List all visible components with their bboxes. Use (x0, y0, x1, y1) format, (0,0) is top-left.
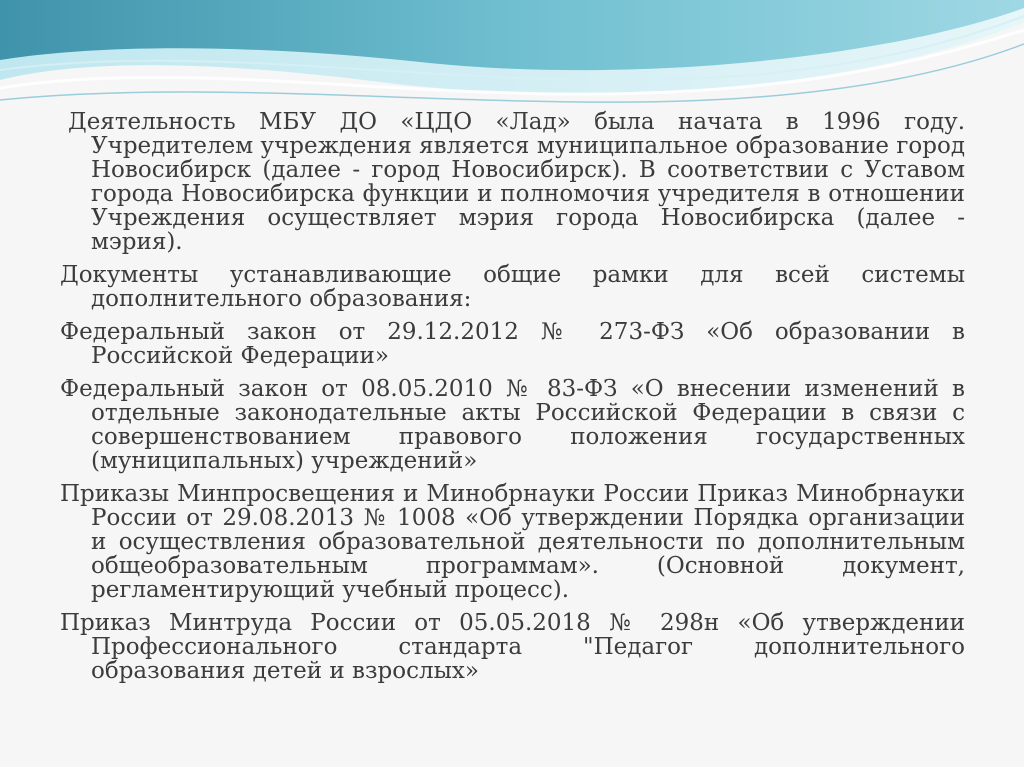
paragraph-documents-intro: Документы устанавливающие общие рамки для всей системы дополнительного образования: (60, 262, 965, 312)
wave-header-decoration (0, 0, 1024, 110)
paragraph-law-83: Федеральный закон от 08.05.2010 № 83-ФЗ «О внесении изменений в отдельные законодательные акты Российской Федерации в связи с совершенствованием правового положения государственных (муниципальных) учреждений» (60, 376, 965, 474)
paragraph-order-1008: Приказы Минпросвещения и Минобрнауки России Приказ Минобрнауки России от 29.08.2013 № 1008 «Об утверждении Порядка организации и осуществления образовательной деятельности по дополнительным общеобразовательным программам». (Основной документ, регламентирующий учебный процесс). (60, 481, 965, 603)
paragraph-history: Деятельность МБУ ДО «ЦДО «Лад» была начата в 1996 году. Учредителем учреждения является муниципальное образование город Новосибирск (далее - город Новосибирск). В соответствии с Уставом города Новосибирска функции и полномочия учредителя в отношении Учреждения осуществляет мэрия города Новосибирска (далее - мэрия). (68, 109, 965, 255)
paragraph-law-273: Федеральный закон от 29.12.2012 № 273-ФЗ «Об образовании в Российской Федерации» (60, 319, 965, 369)
slide-body (60, 110, 965, 692)
paragraph-order-298n: Приказ Минтруда России от 05.05.2018 № 298н «Об утверждении Профессионального стандарта "Педагог дополнительного образования детей и взрослых» (60, 610, 965, 684)
